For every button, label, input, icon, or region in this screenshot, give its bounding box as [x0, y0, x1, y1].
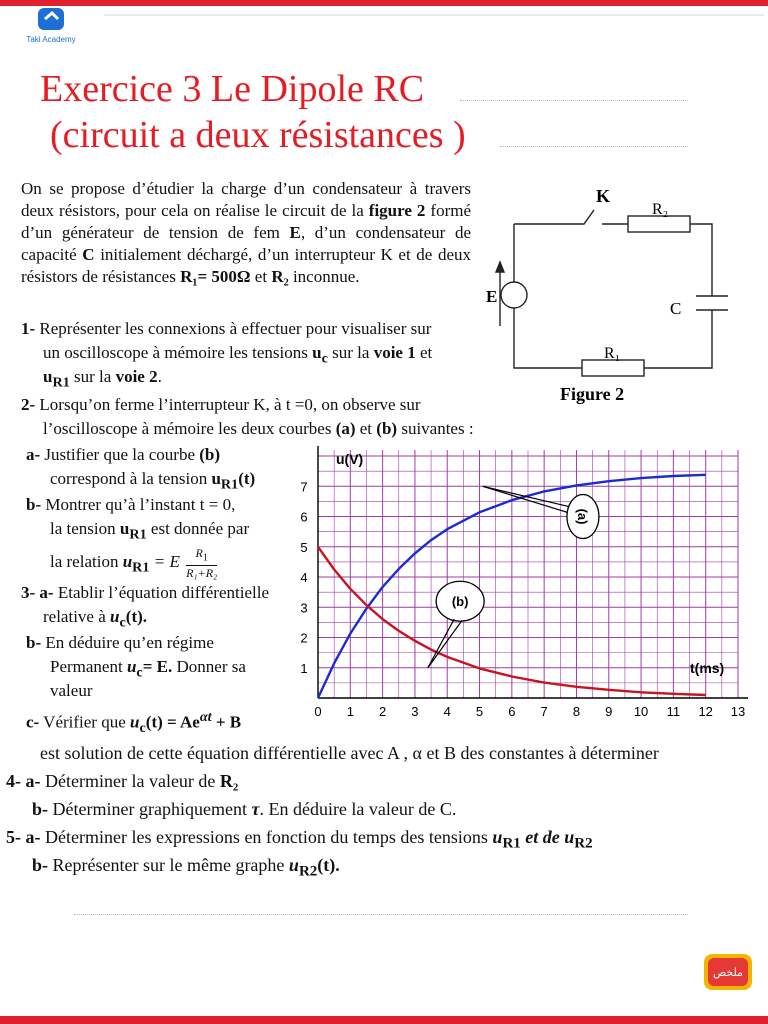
x-tick-label: 2	[378, 704, 387, 719]
y-tick-label: 1	[300, 660, 308, 676]
x-axis-label: t(ms)	[690, 659, 725, 676]
dotted-rule	[500, 146, 688, 147]
question-1-line3: $u_{R1}$ sur la voie 2.	[43, 367, 162, 391]
chart-grid	[318, 446, 748, 698]
top-accent-bar	[0, 0, 768, 6]
question-3b-line2: Permanent $u_c= E$. Donner sa	[50, 657, 246, 681]
x-tick-label: 9	[605, 704, 613, 719]
svg-text:C: C	[670, 299, 682, 318]
question-2a-line2: correspond à la tension $u_{R1}(t)$	[50, 469, 256, 493]
question-2-line2: l’oscilloscope à mémoire les deux courbes (a) et (b) suivantes :	[43, 419, 474, 438]
y-tick-label: 4	[300, 570, 308, 586]
circuit-diagram	[480, 178, 740, 408]
question-5b: b- Représenter sur le même graphe $u_{R2}(t)$.	[32, 855, 340, 880]
page-title-line1: Exercice 3 Le Dipole RC	[40, 68, 425, 110]
x-tick-label: 1	[346, 704, 354, 719]
page-title-line2: (circuit a deux résistances )	[50, 114, 466, 156]
question-2b: b- Montrer qu’à l’instant t = 0,	[26, 495, 236, 514]
y-axis-label: u(V)	[336, 451, 364, 467]
x-tick-label: 5	[475, 704, 484, 719]
callout-b-pointer	[428, 619, 454, 668]
dotted-rule	[74, 914, 688, 915]
question-2b-relation: la relation $u_{R1} = E$ $\frac{R_1}{\text{R₁+R₂}}$	[50, 546, 218, 581]
x-tick-label: 0	[314, 704, 322, 719]
question-2: 2- Lorsqu’on ferme l’interrupteur K, à t =0, on observe sur	[21, 395, 421, 414]
question-3c: c- Vérifier que $u_c(t) = Ae^{\alpha t} + B$	[26, 709, 242, 737]
header-divider	[104, 14, 764, 16]
x-tick-label: 8	[572, 704, 581, 719]
x-tick-label: 6	[508, 704, 516, 719]
question-1: 1- Représenter les connexions à effectuer pour visualiser sur	[21, 319, 432, 338]
svg-text:Taki Academy: Taki Academy	[26, 35, 76, 44]
question-3c-line2: est solution de cette équation différentielle avec A , α et B des constantes à déterminer	[40, 743, 659, 763]
y-tick-label: 6	[300, 509, 308, 525]
question-5a: 5- a- Déterminer les expressions en fonction du temps des tensions $u_{R1}$ et de $u_{R2}$	[6, 827, 593, 852]
y-tick-label: 5	[300, 539, 308, 555]
question-4b: b- Déterminer graphiquement τ. En déduire la valeur de C.	[32, 799, 457, 819]
question-3b: b- En déduire qu’en régime	[26, 633, 214, 652]
y-tick-label: 2	[300, 630, 308, 646]
figure-caption: Figure 2	[560, 384, 625, 404]
question-4a: 4- a- Déterminer la valeur de R₂	[6, 771, 239, 791]
x-tick-label: 4	[443, 704, 451, 719]
dotted-rule	[460, 100, 688, 101]
svg-text:R₁: R₁	[604, 345, 621, 362]
x-tick-label: 12	[698, 704, 713, 719]
y-tick-label: 7	[300, 479, 308, 495]
question-2b-line2: la tension $u_{R1}$ est donnée par	[50, 519, 250, 543]
intro-paragraph: On se propose d’étudier la charge d’un condensateur à travers deux résistors, pour cela on réalise le circuit de la figure 2 formé d’un générateur de tension de fem E, d’un condensateur de capacité C initialement déchargé, d’un interrupteur K et de deux résistors de résistances R₁= 500Ω et R₂ inconnue.	[21, 179, 472, 286]
x-tick-label: 13	[730, 704, 746, 719]
svg-text:K: K	[596, 186, 611, 206]
oscilloscope-chart	[290, 438, 750, 728]
callout-a-label: (a)	[574, 508, 590, 525]
svg-text:ملخص: ملخص	[712, 966, 744, 979]
svg-text:E: E	[486, 287, 498, 306]
x-tick-label: 10	[633, 704, 649, 719]
y-tick-label: 3	[300, 600, 308, 616]
callout-b-label: (b)	[451, 594, 469, 610]
taki-academy-logo	[18, 4, 88, 48]
question-3a-line2: relative à $u_c(t)$.	[43, 607, 148, 631]
question-3a: 3- a- Etablir l’équation différentielle	[21, 583, 269, 602]
x-tick-label: 11	[666, 704, 681, 719]
svg-text:R₂: R₂	[652, 201, 669, 218]
x-tick-label: 3	[411, 704, 419, 719]
question-3b-line3: valeur	[50, 681, 93, 700]
x-tick-label: 7	[540, 704, 548, 719]
summary-badge-logo	[700, 948, 756, 996]
bottom-accent-bar	[0, 1016, 768, 1024]
question-2a: a- Justifier que la courbe (b)	[26, 445, 221, 464]
question-1-line2: un oscilloscope à mémoire les tensions $u_c$ sur la voie 1 et	[43, 343, 433, 367]
